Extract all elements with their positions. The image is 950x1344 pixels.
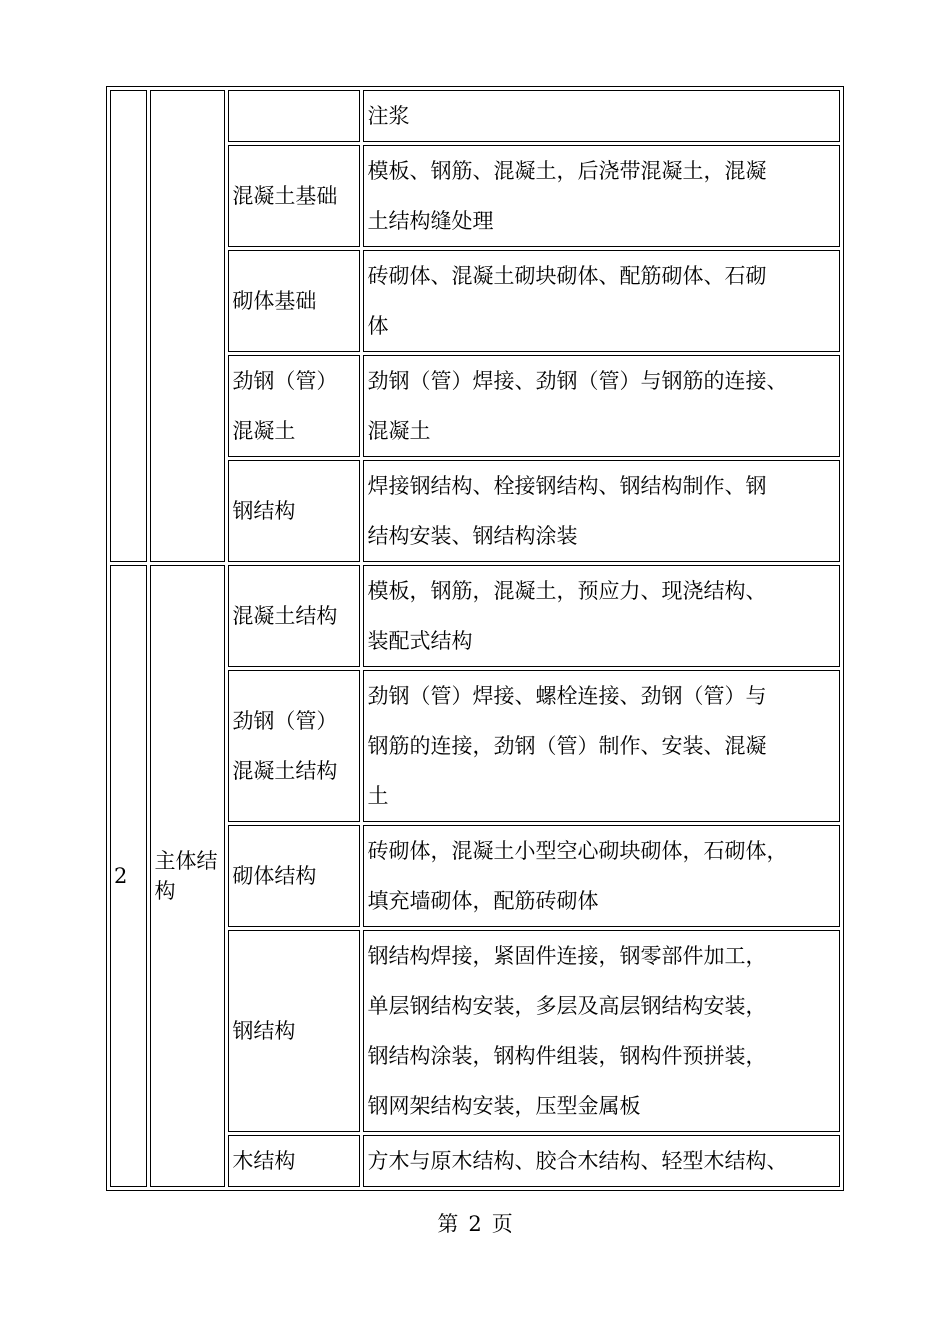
item-cell: 砌体结构 <box>228 825 360 927</box>
description-line: 方木与原木结构、胶合木结构、轻型木结构、 <box>367 1149 788 1173</box>
item-cell: 混凝土基础 <box>228 145 360 247</box>
item-cell <box>228 90 360 142</box>
item-cell: 混凝土结构 <box>228 565 360 667</box>
item-cell: 木结构 <box>228 1135 360 1187</box>
description-cell <box>363 930 840 1132</box>
description-cell <box>363 145 840 247</box>
description-line: 砖砌体、混凝土砌块砌体、配筋砌体、石砌 <box>367 264 767 288</box>
item-line: 劲钢（管） <box>232 369 338 393</box>
section-1-group-cell <box>150 90 225 562</box>
description-line: 劲钢（管）焊接、劲钢（管）与钢筋的连接、 <box>367 369 788 393</box>
description-line: 注浆 <box>367 104 410 128</box>
item-cell: 钢结构 <box>228 460 360 562</box>
description-line: 混凝土 <box>367 419 431 443</box>
description-line: 劲钢（管）焊接、螺栓连接、劲钢（管）与 <box>367 684 767 708</box>
description-line: 砖砌体，混凝土小型空心砌块砌体，石砌体， <box>367 839 788 863</box>
section-1-number-cell <box>110 90 147 562</box>
item-cell: 钢结构 <box>228 930 360 1132</box>
section-group-name: 主体结构 <box>150 565 225 1187</box>
description-line: 钢结构涂装，钢构件组装，钢构件预拼装， <box>367 1044 767 1068</box>
table-row <box>110 565 840 667</box>
description-cell <box>363 1135 840 1187</box>
description-cell <box>363 90 840 142</box>
description-line: 结构安装、钢结构涂装 <box>367 524 578 548</box>
item-line: 劲钢（管） <box>232 709 338 733</box>
description-cell <box>363 825 840 927</box>
description-line: 模板，钢筋，混凝土，预应力、现浇结构、 <box>367 579 767 603</box>
item-line: 混凝土 <box>232 419 296 443</box>
item-cell <box>228 670 360 822</box>
description-line: 装配式结构 <box>367 629 473 653</box>
description-line: 体 <box>367 314 389 338</box>
description-line: 钢网架结构安装，压型金属板 <box>367 1094 641 1118</box>
item-line: 混凝土结构 <box>232 759 338 783</box>
page-number: 2 <box>468 1212 482 1236</box>
page-footer <box>0 1208 950 1240</box>
description-line: 钢筋的连接，劲钢（管）制作、安装、混凝 <box>367 734 767 758</box>
item-cell: 砌体基础 <box>228 250 360 352</box>
construction-subdivision-table <box>106 86 844 1191</box>
description-line: 焊接钢结构、栓接钢结构、钢结构制作、钢 <box>367 474 767 498</box>
page-footer-prefix: 第 <box>437 1212 459 1236</box>
description-cell <box>363 460 840 562</box>
section-number: 2 <box>110 565 147 1187</box>
description-line: 填充墙砌体，配筋砖砌体 <box>367 889 599 913</box>
table-row <box>110 90 840 142</box>
description-line: 土结构缝处理 <box>367 209 494 233</box>
description-cell <box>363 355 840 457</box>
description-line: 土 <box>367 784 389 808</box>
description-cell <box>363 670 840 822</box>
page-footer-suffix: 页 <box>491 1212 513 1236</box>
item-cell <box>228 355 360 457</box>
description-line: 钢结构焊接，紧固件连接，钢零部件加工， <box>367 944 767 968</box>
description-line: 单层钢结构安装，多层及高层钢结构安装， <box>367 994 767 1018</box>
description-cell <box>363 565 840 667</box>
description-line: 模板、钢筋、混凝土，后浇带混凝土，混凝 <box>367 159 767 183</box>
description-cell <box>363 250 840 352</box>
